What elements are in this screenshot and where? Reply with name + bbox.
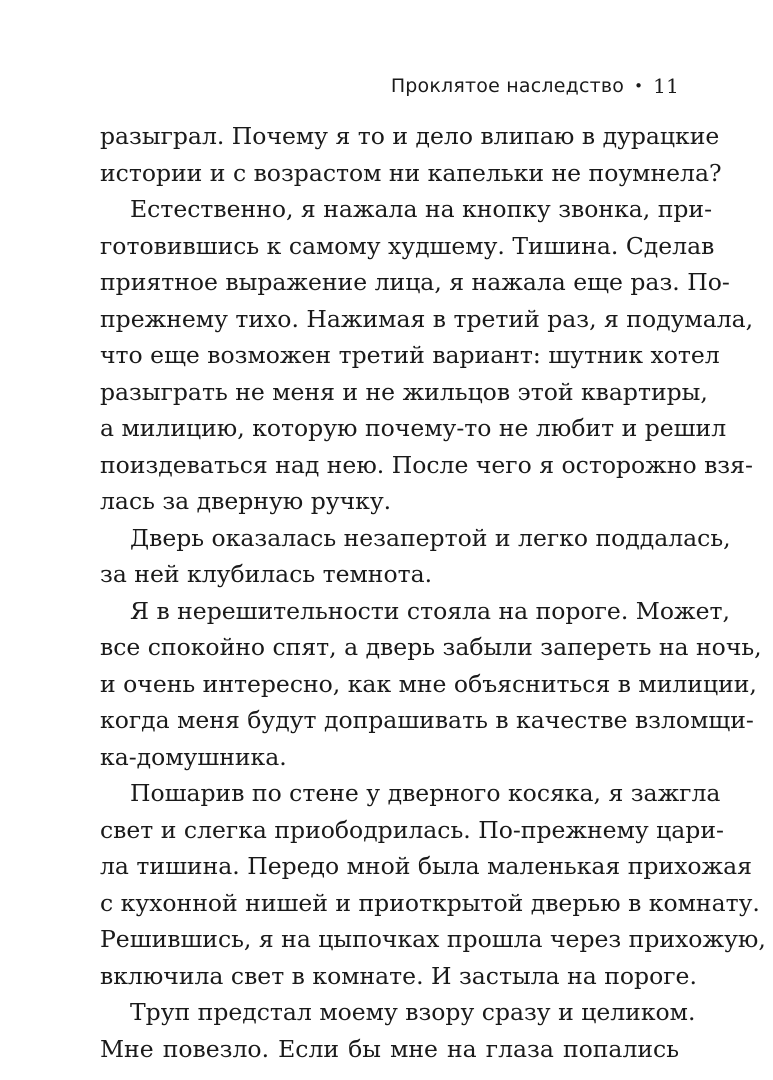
text-line: что еще возможен третий вариант: шутник хотел bbox=[100, 341, 720, 369]
text-line: Пошарив по стене у дверного косяка, я зажгла bbox=[130, 779, 721, 807]
page-text bbox=[100, 118, 766, 1067]
text-line: все спокойно спят, а дверь забыли запереть на ночь, bbox=[100, 633, 762, 661]
text-line: когда меня будут допрашивать в качестве взломщи- bbox=[100, 706, 754, 734]
text-line: Труп предстал моему взору сразу и целиком. bbox=[130, 998, 696, 1026]
text-line: включила свет в комнате. И застыла на пороге. bbox=[100, 961, 697, 990]
text-line: прежнему тихо. Нажимая в третий раз, я подумала, bbox=[100, 304, 754, 333]
text-line: свет и слегка приободрилась. По-прежнему цари- bbox=[100, 815, 724, 844]
text-line: лась за дверную ручку. bbox=[100, 487, 392, 515]
text-line: Решившись, я на цыпочках прошла через прихожую, bbox=[100, 925, 766, 953]
text-line: истории и с возрастом ни капельки не поумнела? bbox=[100, 158, 722, 187]
text-line: Мне повезло. Если бы мне на глаза попались bbox=[100, 1034, 679, 1063]
book-title: Проклятое наследство bbox=[390, 75, 625, 97]
text-line: приятное выражение лица, я нажала еще раз. По- bbox=[100, 268, 730, 296]
text-line: поиздеваться над нею. После чего я осторожно взя- bbox=[100, 450, 753, 479]
page-number: 11 bbox=[653, 74, 679, 98]
text-line: Естественно, я нажала на кнопку звонка, при- bbox=[130, 195, 713, 223]
text-line: Я в нерешительности стояла на пороге. Может, bbox=[130, 596, 730, 625]
text-line: и очень интересно, как мне объясниться в милиции, bbox=[100, 669, 757, 698]
running-header bbox=[391, 74, 679, 98]
paragraph bbox=[100, 520, 731, 593]
text-line: а милицию, которую почему-то не любит и решил bbox=[100, 414, 727, 442]
paragraph bbox=[100, 994, 696, 1067]
text-line: ка-домушника. bbox=[100, 742, 287, 771]
text-line: разыграть не меня и не жильцов этой квартиры, bbox=[100, 377, 708, 406]
paragraph bbox=[100, 191, 754, 520]
text-line: разыграл. Почему я то и дело влипаю в дурацкие bbox=[100, 122, 720, 150]
text-line: ла тишина. Передо мной была маленькая прихожая bbox=[100, 852, 752, 880]
text-line: с кухонной нишей и приоткрытой дверью в комнату. bbox=[100, 888, 760, 917]
paragraph bbox=[100, 593, 762, 776]
header-separator: • bbox=[634, 77, 644, 95]
text-line: за ней клубилась темнота. bbox=[100, 560, 433, 588]
text-line: готовившись к самому худшему. Тишина. Сделав bbox=[100, 231, 715, 260]
text-line: Дверь оказалась незапертой и легко поддалась, bbox=[130, 523, 731, 552]
paragraph bbox=[100, 118, 722, 191]
paragraph bbox=[100, 775, 766, 994]
